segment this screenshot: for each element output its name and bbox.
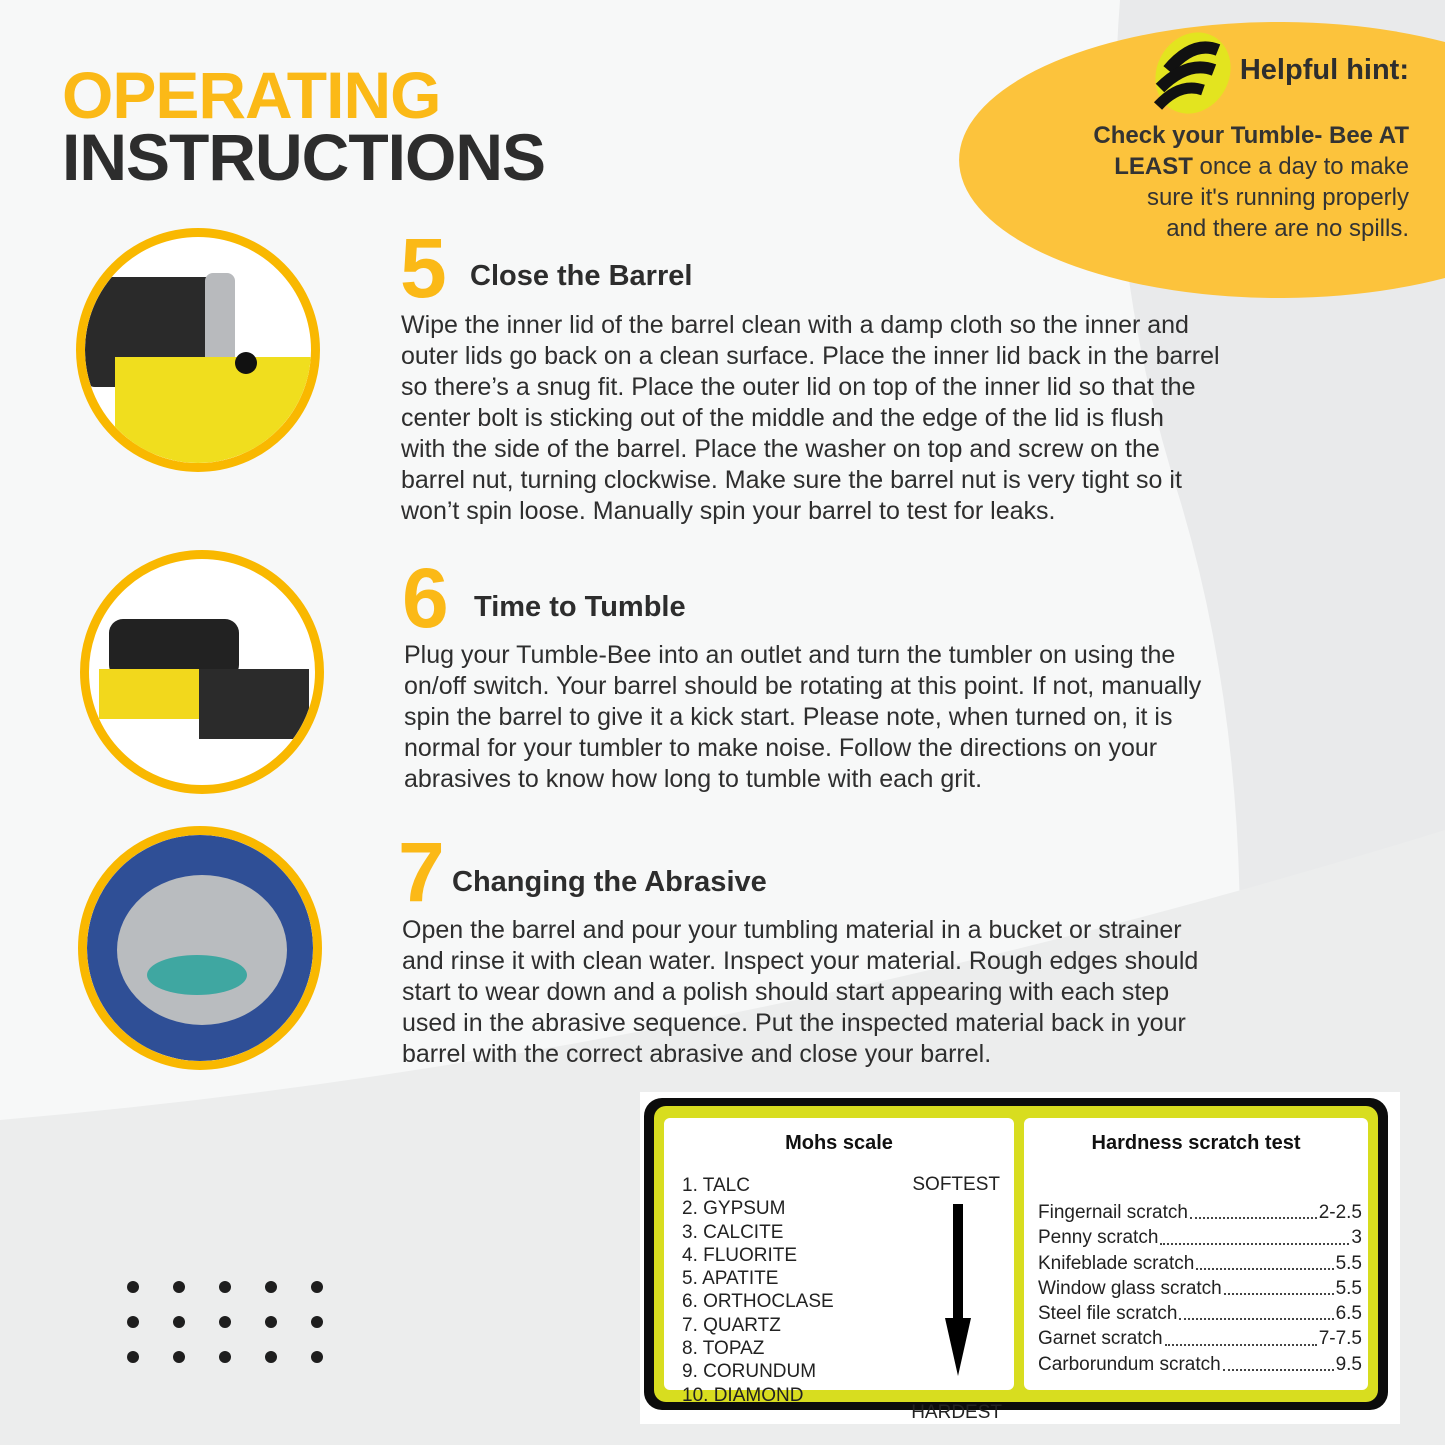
step-body bbox=[401, 310, 1411, 527]
mohs-item: 5. APATITE bbox=[682, 1268, 779, 1290]
scratch-label: Window glass scratch bbox=[1038, 1277, 1222, 1299]
mohs-item: 3. CALCITE bbox=[682, 1221, 784, 1243]
leader-dots bbox=[1179, 1301, 1333, 1320]
body-line: on/off switch. Your barrel should be rotating at this point. If not, manually bbox=[404, 672, 1202, 700]
scratch-row bbox=[1038, 1225, 1362, 1250]
step-number: 6 bbox=[402, 551, 449, 645]
scratch-label: Penny scratch bbox=[1038, 1227, 1159, 1249]
step-number: 5 bbox=[400, 221, 447, 315]
scratch-value: 5.5 bbox=[1335, 1277, 1362, 1299]
step-body bbox=[404, 640, 1414, 795]
hardness-table bbox=[640, 1092, 1400, 1424]
mohs-item: 9. CORUNDUM bbox=[682, 1361, 817, 1383]
scratch-row bbox=[1038, 1251, 1362, 1276]
mohs-item: 2. GYPSUM bbox=[682, 1198, 786, 1220]
body-line: spin the barrel to give it a kick start. Please note, when turned on, it is bbox=[404, 703, 1173, 731]
body-line: and rinse it with clean water. Inspect your material. Rough edges should bbox=[402, 947, 1199, 975]
hint-text: Check your Tumble- Bee AT LEAST once a day to make sure it's running properly and there are no spills. bbox=[1093, 122, 1409, 242]
scratch-label: Knifeblade scratch bbox=[1038, 1252, 1195, 1274]
mohs-list bbox=[682, 1174, 834, 1407]
body-line: used in the abrasive sequence. Put the inspected material back in your bbox=[402, 1009, 1186, 1037]
page-title bbox=[62, 58, 545, 194]
scratch-row bbox=[1038, 1301, 1362, 1326]
leader-dots bbox=[1190, 1200, 1317, 1219]
scratch-row bbox=[1038, 1352, 1362, 1377]
scratch-title: Hardness scratch test bbox=[1091, 1132, 1301, 1154]
body-line: Open the barrel and pour your tumbling material in a bucket or strainer bbox=[402, 916, 1182, 944]
mohs-item: 10. DIAMOND bbox=[682, 1384, 804, 1406]
scratch-value: 2-2.5 bbox=[1318, 1202, 1362, 1223]
tumbler-photo bbox=[80, 550, 324, 794]
body-line: start to wear down and a polish should start appearing with each step bbox=[402, 978, 1170, 1006]
mohs-item: 1. TALC bbox=[682, 1175, 750, 1196]
body-line: with the side of the barrel. Place the washer on top and screw on the bbox=[401, 435, 1160, 463]
step-number: 7 bbox=[398, 825, 445, 919]
mohs-item: 6. ORTHOCLASE bbox=[682, 1291, 834, 1313]
decorative-dots bbox=[127, 1281, 323, 1363]
scratch-list bbox=[1038, 1200, 1362, 1377]
title-line-2: INSTRUCTIONS bbox=[62, 120, 545, 194]
scratch-value: 7-7.5 bbox=[1318, 1328, 1362, 1350]
scratch-value: 6.5 bbox=[1335, 1303, 1362, 1325]
barrel-lid-photo bbox=[76, 228, 320, 472]
scratch-value: 9.5 bbox=[1335, 1353, 1362, 1375]
body-line: abrasives to know how long to tumble with each grit. bbox=[404, 765, 983, 793]
mohs-item: 7. QUARTZ bbox=[682, 1314, 781, 1336]
title-line-1: OPERATING bbox=[62, 58, 441, 132]
leader-dots bbox=[1160, 1225, 1349, 1244]
leader-dots bbox=[1223, 1352, 1334, 1371]
scratch-label: Garnet scratch bbox=[1038, 1328, 1163, 1350]
body-line: won’t spin loose. Manually spin your barrel to test for leaks. bbox=[401, 497, 1056, 525]
scratch-row bbox=[1038, 1326, 1362, 1351]
scratch-label: Steel file scratch bbox=[1038, 1303, 1178, 1325]
body-line: outer lids go back on a clean surface. Place the inner lid back in the barrel bbox=[401, 342, 1220, 370]
scratch-value: 3 bbox=[1351, 1227, 1362, 1249]
body-line: normal for your tumbler to make noise. Follow the directions on your bbox=[404, 734, 1158, 762]
leader-dots bbox=[1224, 1276, 1334, 1295]
hint-title: Helpful hint: bbox=[1239, 54, 1409, 86]
step-heading: Close the Barrel bbox=[470, 260, 693, 292]
mohs-title: Mohs scale bbox=[785, 1132, 893, 1154]
arrow-down-icon bbox=[944, 1204, 972, 1376]
softest-label: SOFTEST bbox=[912, 1174, 1000, 1195]
scratch-label: Fingernail scratch bbox=[1038, 1202, 1188, 1223]
step-body bbox=[402, 915, 1412, 1070]
bee-icon bbox=[1148, 30, 1238, 116]
leader-dots bbox=[1165, 1326, 1317, 1345]
body-line: so there’s a snug fit. Place the outer lid on top of the inner lid so that the bbox=[401, 373, 1196, 401]
step-heading: Time to Tumble bbox=[474, 591, 686, 623]
body-line: barrel nut, turning clockwise. Make sure the barrel nut is very tight so it bbox=[401, 466, 1182, 494]
body-line: center bolt is sticking out of the middle and the edge of the lid is flush bbox=[401, 404, 1164, 432]
scratch-test-panel bbox=[1024, 1118, 1368, 1390]
scratch-row bbox=[1038, 1276, 1362, 1301]
leader-dots bbox=[1196, 1251, 1333, 1270]
rinsing-strainer-photo bbox=[78, 826, 322, 1070]
mohs-item: 8. TOPAZ bbox=[682, 1338, 765, 1360]
step-heading: Changing the Abrasive bbox=[452, 866, 767, 898]
body-line: barrel with the correct abrasive and close your barrel. bbox=[402, 1040, 992, 1068]
mohs-item: 4. FLUORITE bbox=[682, 1244, 798, 1266]
scratch-label: Carborundum scratch bbox=[1038, 1353, 1221, 1375]
scratch-value: 5.5 bbox=[1335, 1252, 1362, 1274]
mohs-scale-panel bbox=[664, 1118, 1014, 1423]
body-line: Wipe the inner lid of the barrel clean with a damp cloth so the inner and bbox=[401, 311, 1189, 339]
body-line: Plug your Tumble-Bee into an outlet and turn the tumbler on using the bbox=[404, 641, 1176, 669]
scratch-row bbox=[1038, 1200, 1362, 1225]
hardest-label: HARDEST bbox=[911, 1402, 1002, 1423]
